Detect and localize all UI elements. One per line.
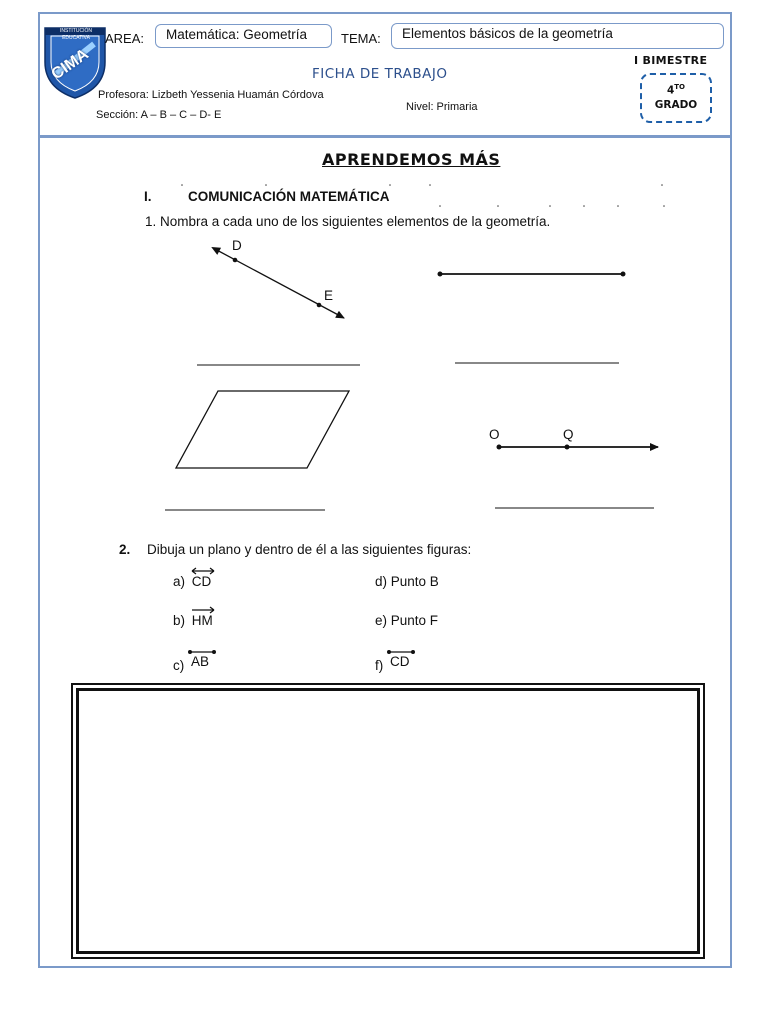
item-f-prefix: f) — [375, 658, 384, 673]
grado-number: 4 — [666, 84, 675, 97]
item-b-prefix: b) — [173, 613, 186, 628]
item-f — [375, 654, 410, 673]
item-a-symbol: CD — [191, 574, 212, 589]
segment-endpoint-right — [621, 272, 626, 277]
logo-ring-text: INSTITUCIÓN EDUCATIVA — [60, 28, 92, 41]
tema-field: Elementos básicos de la geometría — [391, 23, 724, 49]
segment-endpoint-left — [438, 272, 443, 277]
question-1: 1. Nombra a cada uno de los siguientes elementos de la geometría. — [145, 214, 551, 229]
area-field: Matemática: Geometría — [155, 24, 332, 48]
tema-label: TEMA: — [341, 31, 381, 46]
section-number: I. — [144, 189, 152, 204]
item-b-symbol: HM — [191, 613, 213, 628]
item-b — [173, 613, 213, 628]
plane-parallelogram — [176, 391, 349, 468]
segment-bar-icon — [187, 648, 217, 656]
item-e: e) Punto F — [375, 613, 439, 628]
double-arrow-icon — [190, 567, 216, 575]
item-c-symbol: AB — [191, 654, 210, 669]
point-o — [497, 445, 502, 450]
item-a-prefix: a) — [173, 574, 186, 589]
bimestre-label: I BIMESTRE — [634, 54, 708, 67]
page-heading: APRENDEMOS MÁS — [322, 150, 501, 169]
drawing-area[interactable] — [71, 683, 705, 959]
item-d: d) Punto B — [375, 574, 439, 589]
nivel-text: Nivel: Primaria — [406, 101, 478, 113]
item-c — [173, 654, 210, 673]
grado-word: GRADO — [654, 98, 698, 111]
item-f-symbol: CD — [390, 654, 410, 669]
label-o: O — [489, 427, 500, 442]
label-e: E — [324, 288, 334, 303]
ray-arrow-icon — [190, 606, 216, 614]
label-q: Q — [563, 427, 574, 442]
ficha-title: FICHA DE TRABAJO — [312, 66, 448, 82]
item-c-prefix: c) — [173, 658, 185, 673]
question-2-text: Dibuja un plano y dentro de él a las siguientes figuras: — [147, 542, 472, 557]
grado-superscript: TO — [674, 83, 686, 91]
line-de — [213, 248, 344, 318]
item-a — [173, 574, 211, 589]
seccion-text: Sección: A – B – C – D- E — [96, 109, 222, 121]
segment-bar-icon — [386, 648, 416, 656]
section-title: COMUNICACIÓN MATEMÁTICA — [188, 189, 390, 204]
question-2-number: 2. — [119, 542, 131, 557]
label-d: D — [232, 238, 242, 253]
point-q — [565, 445, 570, 450]
point-d — [233, 258, 238, 263]
logo-text: CIMA — [48, 45, 92, 84]
point-e — [317, 303, 322, 308]
area-label: AREA: — [105, 31, 145, 46]
profesora-text: Profesora: Lizbeth Yessenia Huamán Córdova — [98, 89, 324, 101]
